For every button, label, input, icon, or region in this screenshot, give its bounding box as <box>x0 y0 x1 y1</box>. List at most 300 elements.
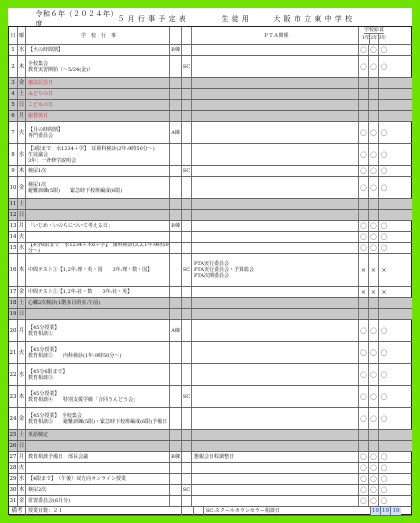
row-lunch-3: 〇 <box>380 475 388 483</box>
row-lunch-2: 〇 <box>369 122 379 143</box>
row-day: 23 <box>9 386 18 407</box>
row-day: 14 <box>9 234 17 240</box>
event-line: 全校集会 <box>28 60 49 67</box>
row-day: 1 <box>9 45 18 55</box>
row-lunch-2 <box>369 441 379 451</box>
event-line: 検尿1次 <box>28 168 47 174</box>
row-lunch-1: 〇 <box>359 177 369 198</box>
table-row <box>9 56 412 78</box>
row-day: 3 <box>9 78 18 88</box>
row-room <box>170 144 182 165</box>
row-lunch-2: 〇 <box>369 463 379 473</box>
row-lunch-3 <box>379 298 389 308</box>
row-weekday: 土 <box>18 432 25 438</box>
row-room <box>170 474 182 484</box>
row-day: 10 <box>9 177 18 198</box>
event-line: 3年：一斉修学説明会 <box>28 157 77 164</box>
row-lunch-3: 〇 <box>380 392 388 401</box>
row-pta <box>192 243 359 253</box>
row-room <box>170 210 182 220</box>
row-weekday: 水 <box>18 47 25 53</box>
title-school: 大 阪 市 立 東 中 学 校 <box>273 15 353 23</box>
header-sc <box>182 27 192 44</box>
row-events <box>26 496 170 506</box>
row-weekday: 土 <box>18 201 25 207</box>
row-day: 12 <box>9 212 17 218</box>
row-pta <box>192 100 359 110</box>
row-lunch-1: 〇 <box>359 386 369 407</box>
row-events <box>26 166 170 176</box>
row-room: B棟 <box>170 221 182 231</box>
row-room <box>170 199 182 209</box>
row-pta <box>192 78 359 88</box>
header-events: 学 校 行 事 <box>26 27 170 44</box>
row-pta <box>192 89 359 99</box>
title-audience: 生 徒 用 <box>221 15 250 23</box>
row-lunch-3: 〇 <box>380 46 388 54</box>
row-events <box>26 463 170 473</box>
row-lunch-1: 〇 <box>359 463 369 473</box>
row-lunch-3 <box>379 111 389 121</box>
table-row <box>9 166 412 177</box>
row-lunch-3 <box>379 309 389 319</box>
row-lunch-2 <box>369 309 379 319</box>
row-events <box>26 342 170 363</box>
row-events <box>26 78 170 88</box>
title-month: ５ 月 行 事 予 定 表 <box>117 15 187 23</box>
row-lunch-3: × <box>381 288 387 296</box>
footer-days <box>26 507 182 515</box>
row-lunch-1: 〇 <box>359 342 369 363</box>
row-pta <box>192 221 359 231</box>
row-pta <box>192 463 359 473</box>
row-sc <box>182 496 192 506</box>
row-lunch-1: 〇 <box>359 474 369 484</box>
header-lunch-grade1: 1年 <box>362 34 370 44</box>
event-line: 振替休日 <box>28 113 49 119</box>
row-lunch-2: 〇 <box>369 364 379 385</box>
row-lunch-2: 〇 <box>369 232 379 242</box>
row-room <box>170 408 182 429</box>
row-weekday: 水 <box>18 144 26 165</box>
row-pta <box>192 408 359 429</box>
row-lunch-1: 〇 <box>359 232 369 242</box>
row-room: A棟 <box>170 320 182 341</box>
row-weekday: 金 <box>18 177 26 198</box>
row-events <box>26 474 170 484</box>
row-lunch-3 <box>379 441 389 451</box>
event-line: こどもの日 <box>28 102 54 108</box>
event-line: 教育相談予備日 部長会議 <box>28 454 89 460</box>
row-lunch-3: 〇 <box>380 150 388 159</box>
row-lunch-2 <box>369 78 379 88</box>
row-lunch-1 <box>359 441 369 451</box>
row-events <box>26 177 170 198</box>
row-lunch-3: 〇 <box>380 414 388 423</box>
row-pta <box>192 210 359 220</box>
row-room <box>170 386 182 407</box>
pta-line: PTA実行委員会 <box>194 261 230 267</box>
row-lunch-2: 〇 <box>369 56 379 77</box>
row-lunch-3: 〇 <box>380 167 388 175</box>
row-events <box>26 45 170 55</box>
row-events <box>26 254 170 286</box>
row-day: 27 <box>9 454 17 460</box>
table-footer <box>9 507 412 516</box>
row-room <box>170 232 182 242</box>
row-lunch-3: 〇 <box>380 348 388 357</box>
row-weekday: 日 <box>18 311 25 317</box>
row-room <box>170 309 182 319</box>
event-line: 【月の時間割】 <box>28 126 64 133</box>
event-line: 教育相談⑤ 避難訓練(5限)・緊急時下校班編成(6限)予備日 <box>28 418 168 425</box>
row-room <box>170 298 182 308</box>
row-pta <box>192 342 359 363</box>
row-events <box>26 100 170 110</box>
table-row <box>9 287 412 298</box>
row-weekday: 土 <box>18 300 25 306</box>
row-sc <box>182 89 192 99</box>
row-lunch-3: 〇 <box>380 183 388 192</box>
footer-note <box>204 507 371 515</box>
row-room: B棟 <box>170 45 182 55</box>
table-row <box>9 254 412 287</box>
event-line: 検尿2次 <box>28 487 47 493</box>
row-lunch-2: 〇 <box>369 474 379 484</box>
row-sc <box>182 232 192 242</box>
row-lunch-1: 〇 <box>359 221 369 231</box>
row-weekday: 月 <box>18 454 25 460</box>
row-pta <box>192 474 359 484</box>
row-sc <box>182 430 192 440</box>
row-sc: SC <box>182 386 192 407</box>
row-sc <box>182 100 192 110</box>
row-lunch-1 <box>359 210 369 220</box>
row-lunch-3: 〇 <box>380 497 388 505</box>
row-weekday: 水 <box>18 364 26 385</box>
row-pta <box>192 111 359 121</box>
event-line: 憲法記念日 <box>28 80 54 86</box>
row-lunch-2: 〇 <box>369 485 379 495</box>
row-lunch-2: 〇 <box>369 166 379 176</box>
row-room <box>170 287 182 297</box>
table-row <box>9 89 412 100</box>
row-pta <box>192 441 359 451</box>
row-weekday: 月 <box>18 223 25 229</box>
table-row <box>9 298 412 309</box>
row-sc: SC <box>182 254 192 286</box>
footer-lunch-2: 19 <box>382 508 389 514</box>
row-lunch-2 <box>369 111 379 121</box>
row-room <box>170 254 182 286</box>
row-lunch-1: 〇 <box>359 45 369 55</box>
table-row <box>9 430 412 441</box>
row-day: 5 <box>9 100 18 110</box>
row-lunch-2: 〇 <box>369 144 379 165</box>
row-lunch-3: 〇 <box>380 464 388 472</box>
event-line: 教育相談② 内科検診(1年:9時50分～) <box>28 352 122 359</box>
row-lunch-3 <box>379 199 389 209</box>
row-sc <box>182 463 192 473</box>
event-line: 検尿1次 <box>28 181 47 188</box>
row-sc: SC <box>182 56 192 77</box>
row-lunch-1 <box>359 100 369 110</box>
row-room: B棟 <box>170 452 182 462</box>
row-sc <box>182 298 192 308</box>
row-lunch-2: 〇 <box>369 45 379 55</box>
table-header <box>9 27 412 45</box>
row-day: 25 <box>9 432 17 438</box>
row-lunch-3 <box>379 89 389 99</box>
row-weekday: 火 <box>18 342 26 363</box>
row-sc <box>182 452 192 462</box>
row-sc <box>182 309 192 319</box>
row-weekday: 木 <box>18 168 25 174</box>
row-pta <box>192 166 359 176</box>
pta-line: 懇親会日程調整日 <box>194 454 235 460</box>
row-room <box>170 463 182 473</box>
row-sc <box>182 122 192 143</box>
row-lunch-2: 〇 <box>369 452 379 462</box>
row-events <box>26 298 170 308</box>
row-lunch-1 <box>359 430 369 440</box>
row-day: 21 <box>9 342 18 363</box>
row-weekday: 火 <box>18 465 25 471</box>
footer-lunch-3: 19 <box>392 508 400 514</box>
row-events <box>26 408 170 429</box>
row-events <box>26 320 170 341</box>
row-day: 30 <box>9 487 17 493</box>
row-pta <box>192 386 359 407</box>
row-room <box>170 100 182 110</box>
row-day: 6 <box>9 111 18 121</box>
event-line: 【45分授業】 <box>28 390 60 397</box>
row-day: 11 <box>9 201 17 207</box>
row-sc <box>182 342 192 363</box>
row-weekday: 月 <box>18 113 25 119</box>
table-row <box>9 441 412 452</box>
row-day: 9 <box>9 166 18 176</box>
row-sc <box>182 177 192 198</box>
table-row <box>9 463 412 474</box>
row-events <box>26 199 170 209</box>
table-row <box>9 111 412 122</box>
row-lunch-2: 〇 <box>369 496 379 506</box>
footer-days-text: 授業日数：２１ <box>28 508 64 514</box>
footer-label: 備考 <box>9 507 26 515</box>
event-line: 【4分6限まで 水1234＋木6＋学】 歯科検診(3,2,1年:9時50分～) <box>28 243 169 253</box>
pta-line: PTA実行委員会・予算総会 <box>194 267 255 273</box>
row-events <box>26 210 170 220</box>
table-row <box>9 144 412 166</box>
row-lunch-1 <box>359 111 369 121</box>
row-lunch-1 <box>359 199 369 209</box>
row-lunch-3: 〇 <box>380 244 388 252</box>
schedule-table <box>8 26 412 515</box>
row-lunch-1 <box>359 298 369 308</box>
row-lunch-2: 〇 <box>369 408 379 429</box>
row-events <box>26 441 170 451</box>
row-lunch-1: 〇 <box>359 496 369 506</box>
header-lunch-grade3: 3年 <box>378 36 387 41</box>
row-lunch-2: 〇 <box>369 221 379 231</box>
table-row <box>9 210 412 221</box>
row-pta <box>192 56 359 77</box>
row-sc <box>182 221 192 231</box>
row-day: 7 <box>9 122 18 143</box>
row-lunch-2 <box>369 430 379 440</box>
row-day: 16 <box>9 254 18 286</box>
row-events <box>26 452 170 462</box>
row-sc <box>182 441 192 451</box>
event-line: 中間テスト①【1,2年:理・英・国 3年:理・数・国】 <box>28 267 153 273</box>
row-lunch-2 <box>369 199 379 209</box>
row-events <box>26 122 170 143</box>
row-pta <box>192 298 359 308</box>
row-weekday: 木 <box>18 386 26 407</box>
table-row <box>9 78 412 89</box>
row-room <box>170 342 182 363</box>
table-row <box>9 232 412 243</box>
row-weekday: 土 <box>18 91 25 97</box>
row-room <box>170 430 182 440</box>
event-line: 英語検定 <box>28 432 49 438</box>
header-pta: ＰＴＡ関係 <box>192 27 359 44</box>
event-line: 【火の時間割】 <box>28 47 64 53</box>
row-sc <box>182 45 192 55</box>
row-sc <box>182 243 192 253</box>
row-pta <box>192 309 359 319</box>
footer-note-text: SC:スクールカウンセラー相談日 <box>206 508 280 514</box>
schedule-sheet <box>8 8 412 515</box>
table-row <box>9 199 412 210</box>
row-room <box>170 166 182 176</box>
row-pta <box>192 320 359 341</box>
row-events <box>26 243 170 253</box>
row-lunch-2: × <box>369 254 379 286</box>
row-room <box>170 56 182 77</box>
event-line: 避難訓練(5限) 緊急時下校班編成(6限) <box>28 187 123 194</box>
row-day: 26 <box>9 443 17 449</box>
row-day: 24 <box>9 408 18 429</box>
row-room <box>170 89 182 99</box>
table-row <box>9 243 412 254</box>
row-events <box>26 144 170 165</box>
row-pta <box>192 364 359 385</box>
row-pta <box>192 452 359 462</box>
row-room <box>170 177 182 198</box>
row-events <box>26 485 170 495</box>
event-line: 【45分授業】 <box>28 346 60 353</box>
row-pta <box>192 199 359 209</box>
row-weekday: 月 <box>18 320 26 341</box>
row-lunch-3: 〇 <box>380 128 388 137</box>
row-events <box>26 89 170 99</box>
row-lunch-2: 〇 <box>369 243 379 253</box>
row-weekday: 木 <box>18 254 26 286</box>
row-room <box>170 243 182 253</box>
row-pta <box>192 485 359 495</box>
row-room <box>170 364 182 385</box>
row-weekday: 金 <box>18 289 25 295</box>
row-lunch-3 <box>379 78 389 88</box>
row-day: 8 <box>9 144 18 165</box>
event-line: 【3限まで 水1234＋学】 耳鼻科検診(2年:9時50分～) 生徒議会 <box>28 145 165 158</box>
header-day: 日 <box>9 27 18 44</box>
row-day: 13 <box>9 223 17 229</box>
row-lunch-1: 〇 <box>359 122 369 143</box>
row-lunch-3: 〇 <box>380 370 388 379</box>
row-pta <box>192 287 359 297</box>
row-day: 22 <box>9 364 18 385</box>
row-pta <box>192 496 359 506</box>
row-events <box>26 232 170 242</box>
row-room <box>170 485 182 495</box>
row-sc <box>182 320 192 341</box>
event-line: 教育相談① <box>28 330 54 337</box>
row-lunch-1: 〇 <box>359 364 369 385</box>
event-line: 【45分6限まで】 <box>28 368 68 375</box>
row-sc <box>182 144 192 165</box>
event-line: みどりの日 <box>28 91 54 97</box>
table-row <box>9 364 412 386</box>
table-row <box>9 122 412 144</box>
row-day: 2 <box>9 56 18 77</box>
row-lunch-1: × <box>359 287 369 297</box>
row-lunch-2: 〇 <box>369 342 379 363</box>
row-lunch-2: 〇 <box>369 320 379 341</box>
row-pta <box>192 177 359 198</box>
row-lunch-3 <box>379 100 389 110</box>
event-line: 【45分授業】 <box>28 324 60 331</box>
title-year: 令和６年（２０２４年）度 <box>35 10 115 28</box>
event-line: 教育相談④ 特別支援学級「合同うんどう会」 <box>28 396 139 403</box>
row-pta <box>192 122 359 143</box>
row-events <box>26 309 170 319</box>
row-sc: SC <box>182 487 191 493</box>
row-weekday: 火 <box>18 234 25 240</box>
row-weekday: 木 <box>18 56 26 77</box>
header-lunch-title: 学校給食 <box>363 27 384 33</box>
row-events <box>26 430 170 440</box>
row-weekday: 金 <box>18 80 25 86</box>
row-sc <box>182 474 192 484</box>
row-events <box>26 111 170 121</box>
row-weekday: 木 <box>18 487 25 493</box>
pta-line: PTA次期委員会 <box>194 273 230 279</box>
row-lunch-2: × <box>369 287 379 297</box>
row-lunch-1 <box>359 309 369 319</box>
row-sc <box>182 199 192 209</box>
row-lunch-2 <box>369 89 379 99</box>
event-line: 常置委員会(6月分) <box>28 498 71 504</box>
table-row <box>9 320 412 342</box>
row-day: 31 <box>9 498 17 504</box>
event-line: 教育実習開始（～5/24(金)） <box>28 66 94 73</box>
row-lunch-3: 〇 <box>380 486 388 494</box>
table-row <box>9 177 412 199</box>
row-day: 28 <box>9 465 17 471</box>
table-row <box>9 485 412 496</box>
row-lunch-3 <box>379 210 389 220</box>
header-weekday: 曜 <box>18 27 26 44</box>
row-weekday: 金 <box>18 408 26 429</box>
row-lunch-3: × <box>381 266 387 274</box>
table-row <box>9 452 412 463</box>
row-day: 19 <box>9 311 17 317</box>
row-room <box>170 111 182 121</box>
event-line: 【4限まで】 （午後）双方向オンライン授業 <box>28 476 127 482</box>
